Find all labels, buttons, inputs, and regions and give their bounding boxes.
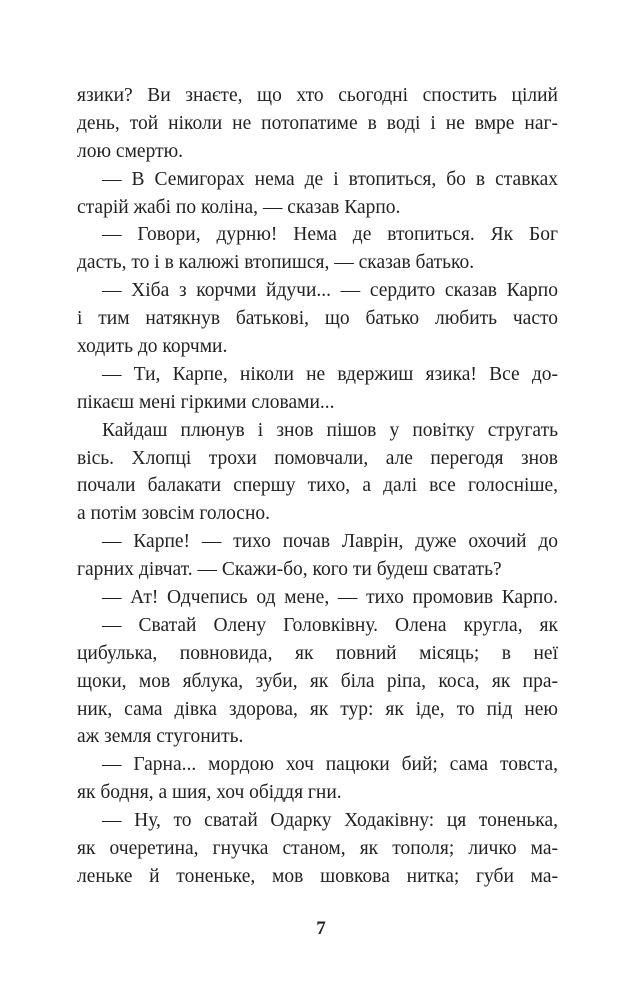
paragraph xyxy=(77,361,558,417)
text-line: ходить до корчми. xyxy=(77,336,228,358)
paragraph xyxy=(77,277,558,361)
text-line: як бодня, а шия, хоч обіддя гни. xyxy=(77,782,342,804)
paragraph xyxy=(77,221,558,277)
text-line: ник, сама дівка здорова, як тур: як іде, то під нею xyxy=(77,698,558,720)
text-line: — Хіба з корчми йдучи... — сердито сказав Карпо xyxy=(102,280,558,302)
text-line: — Говори, дурню! Нема де втопиться. Як Бог xyxy=(102,224,558,246)
text-line: і тим натякнув батькові, що батько любить часто xyxy=(77,308,558,330)
text-line: лою смертю. xyxy=(77,140,184,162)
paragraph xyxy=(77,584,558,612)
text-line: аж земля стугонить. xyxy=(77,726,244,748)
text-line: старій жабі по коліна, — сказав Карпо. xyxy=(77,196,401,218)
text-line: а потім зовсім голосно. xyxy=(77,503,271,525)
text-line: — В Семигорах нема де і втопиться, бо в ставках xyxy=(102,168,558,190)
text-line: гарних дівчат. — Скажи-бо, кого ти будеш сватать? xyxy=(77,559,502,581)
text-line: почали балакати спершу тихо, а далі все голосніше, xyxy=(77,475,558,497)
text-line: пікаєш мені гіркими словами... xyxy=(77,391,335,413)
text-line: день, той ніколи не потопатиме в воді і не вмре наг- xyxy=(77,112,558,134)
text-line: цибулька, повновида, як повний місяць; в неї xyxy=(77,642,558,664)
text-line: язики? Ви знаєте, що хто сьогодні спостить цілий xyxy=(77,85,558,106)
text-line: щоки, мов яблука, зуби, як біла ріпа, коса, як пра- xyxy=(77,670,558,692)
paragraph xyxy=(77,166,558,222)
paragraph xyxy=(77,417,558,529)
text-line: — Ну, то сватай Одарку Ходаківну: ця тоненька, xyxy=(102,810,558,832)
text-line: леньке й тоненьке, мов шовкова нитка; губи ма- xyxy=(77,865,558,887)
page-body-text xyxy=(77,82,558,891)
paragraph xyxy=(77,751,558,807)
paragraph xyxy=(77,807,558,891)
text-line: — Ат! Одчепись од мене, — тихо промовив Карпо. xyxy=(102,587,558,609)
paragraph xyxy=(77,612,558,751)
text-line: — Ти, Карпе, ніколи не вдержиш язика! Все до- xyxy=(102,363,558,385)
paragraph xyxy=(77,528,558,584)
text-line: — Гарна... мордою хоч пацюки бий; сама товста, xyxy=(102,754,558,776)
text-line: — Карпе! — тихо почав Лаврін, дуже охочий до xyxy=(102,531,558,553)
text-line: дасть, то і в калюжі втопишся, — сказав батько. xyxy=(77,252,475,274)
text-line: як очеретина, гнучка станом, як тополя; личко ма- xyxy=(77,838,558,860)
paragraph xyxy=(77,82,558,166)
text-line: Кайдаш плюнув і знов пішов у повітку стругать xyxy=(102,419,558,441)
page-number: 7 xyxy=(316,918,326,939)
text-line: — Сватай Олену Головківну. Олена кругла, як xyxy=(102,614,558,636)
text-line: вісь. Хлопці трохи помовчали, але перегодя знов xyxy=(77,447,558,469)
